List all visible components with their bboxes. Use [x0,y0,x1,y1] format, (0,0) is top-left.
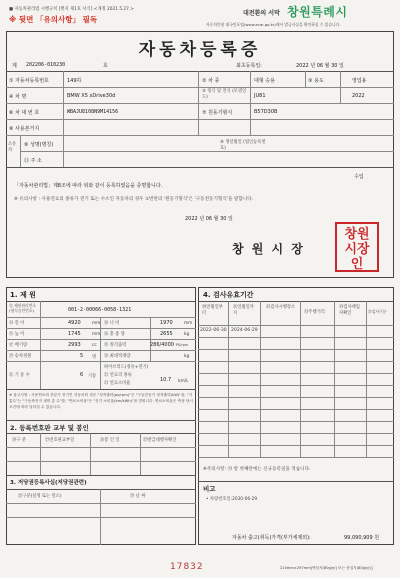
cyl-unit: 기통 [88,374,97,379]
spec-footnote: ※ 참고사항 : 사용연료의 종류가 전기인 자동차의 경우 "정격출력(ps/rpm)"은 "구동전동기 정격출력(kW)"을, "기통수"는 "구동축전지 셀의 총 수"를, "연료소비율"은 "전기 소비율(km/kWh)"을 말합니다. 연료소비율은 측정 당시 조건에 따라 달라질 수 있습니다. [9,393,193,409]
engine-value: B57D30B [254,109,278,115]
owner-label: 소유자 [8,142,17,153]
first-reg-date: 2022 년 06 월 30 일 [296,63,344,69]
width-label: ⑭ 너 비 [104,321,120,326]
reg-col-type: ㉔구 분 [12,438,26,443]
use-value: 영업용 [352,78,367,84]
seats-unit: 명 [92,355,97,360]
weight-unit: kg [184,332,190,337]
reg-title: 2. 등록번호판 교부 및 봉인 [10,424,89,432]
eff-label: ㉓ 연료소비율 [104,381,131,386]
remarks-title: 비고 [203,485,216,493]
spec-title: 1. 제 원 [10,291,36,299]
length-label: ⑬ 길 이 [9,321,25,326]
power-label: ⑱ 정격출력 [104,343,127,348]
cyl-label: ㉑ 기 통 수 [9,373,30,378]
insp-col-from: ㉚연월일부터 [202,305,223,316]
seats-label: ⑲ 승차정원 [9,354,32,359]
reg-col-agent: ㉗발급대행자확인 [143,438,177,443]
insp-row-to: 2024-06-29 [231,328,258,333]
eff-value: 10.7 [160,377,172,383]
insp-col-place: ㉜검사시행장소 [266,305,296,310]
power-unit: PS/rpm [176,343,189,347]
type-label: ② 차 종 [202,78,220,84]
approval-value: 001-2-00066-0058-1321 [68,307,132,313]
issuer-slogan: 대전환의 서막 [243,10,280,17]
plate-value: 149하 [67,78,82,84]
reg-col-plate: ㉕번호판교부일 [45,438,75,443]
eff-unit: km/L [178,379,189,384]
address-label: ⑪ 주 소 [24,158,42,164]
vin-label: ⑥ 차 대 번 호 [9,110,40,116]
lien-col-date: ㉙ 날 짜 [130,494,146,499]
cert-text: 「자동차관리법」제8조에 따라 위와 같이 등록하였음을 증명합니다. [14,183,163,189]
power-value: 286/4000 [150,342,174,348]
doc-no: 202206-010230 [26,62,66,68]
warning-note: ※ 뒷면 「유의사항」 필독 [9,15,98,24]
engine-label: ⑦ 원동기형식 [202,110,233,116]
lien-title: 3. 저당권등록사실(저당권관련) [10,480,87,486]
remarks-content: • 차량번호일:2030-06-29 [206,497,258,502]
length-unit: mm [92,321,101,326]
paper-note: 210mm×297mm[백상지(80g/㎡) 또는 중질지(80g/㎡)] [280,566,373,570]
model-year-value: 2022 [352,93,365,99]
insp-col-mgr: ㉞검사책임자확인 [339,305,360,316]
name-value: BMW X5 xDrive30d [67,93,116,99]
url-note: 자동차민원 대국민포털(www.ecar.go.kr)에서 발급사실을 확인하실 수 있습니다. [206,22,341,27]
first-reg-label: 최초등록일: [236,63,262,69]
payload-label: ⑳ 최대적재량 [104,354,131,359]
serial-number: 17832 [170,562,204,572]
form-note: ■ 자동차관리법 시행규칙 [별지 제1호 서식] <개정 2021.5.27.> [9,7,134,12]
use-label: ③ 용도 [308,78,324,84]
seats-value: 5 [80,353,84,359]
length-value: 4920 [68,320,81,326]
payload-unit: kg [184,354,190,359]
price-value: 99,090,909 원 [344,535,380,541]
base-label: ⑧ 사용본거지 [9,126,40,132]
height-label: ⑮ 높 이 [9,332,25,337]
insp-col-kind: ㉟검사구분 [368,309,387,314]
lien-col-type: ㉘구분(설정 또는 말소) [18,494,62,499]
vin-value: WBAJU8108N9M14156 [67,109,119,115]
issuer-office: 창 원 시 장 [232,242,305,256]
weight-value: 2655 [160,331,173,337]
fuel-label: ㉒ 연료의 종류 [104,373,132,378]
page-title: 자동차등록증 [138,40,262,60]
insp-note: ※주의사항: ㉝ 항 첫째란에는 신규등록일을 적습니다. [203,467,311,472]
reg-col-seal: ㉖봉 인 일 [100,438,120,443]
plate-label: ① 자동차등록번호 [9,78,49,84]
insp-col-odo: ㉝주행거리 [304,310,325,315]
width-value: 1970 [160,320,173,326]
model-value: JU81 [254,93,266,99]
height-unit: mm [92,332,101,337]
insp-col-to: ㉛연월일까지 [233,305,254,316]
model-label: ⑤ 형식 및 연식 (모델연도) [202,89,247,100]
fuel-value: 하이브리드(경유+전기) [104,365,149,370]
disp-value: 2993 [68,342,81,348]
doc-no-label: 제 [12,63,17,69]
height-value: 1745 [68,331,81,337]
cyl-value: 6 [80,372,84,378]
stamp-label: 수입 [354,174,364,180]
issue-date: 2022 년 06 월 30 일 [185,216,233,222]
disp-unit: cc [92,343,97,348]
owner-id-label: ⑩ 생년월일 (법인등록번호) [220,140,266,151]
seal-text: 창원시장인 [344,227,370,272]
inspection-title: 4. 검사유효기간 [203,291,254,299]
doc-no-suffix: 호 [103,63,108,69]
price-label: 자동차 출고(취득)가격(부가세제외): [232,535,311,541]
official-seal [335,222,379,272]
approval-label: ⑫ 제원관리번호 (형식승인번호) [9,303,37,313]
width-unit: mm [184,321,193,326]
insp-row-from: 2022-06-30 [200,328,227,333]
name-label: ④ 차 명 [9,94,27,100]
owner-name-label: ⑨ 성명(명칭) [24,142,54,148]
brand-logo: 창원특례시 [287,5,348,19]
type-value: 대형 승용 [254,78,275,84]
weight-label: ⑯ 총 중 량 [104,332,125,337]
notice-text: ※ 유의사항 : 사용연료의 종류가 전기 또는 수소인 자동차의 경우 ①번란의 '원동기형식'은 '구동전동기형식'을 말합니다. [14,197,254,202]
disp-label: ⑰ 배기량 [9,343,28,348]
